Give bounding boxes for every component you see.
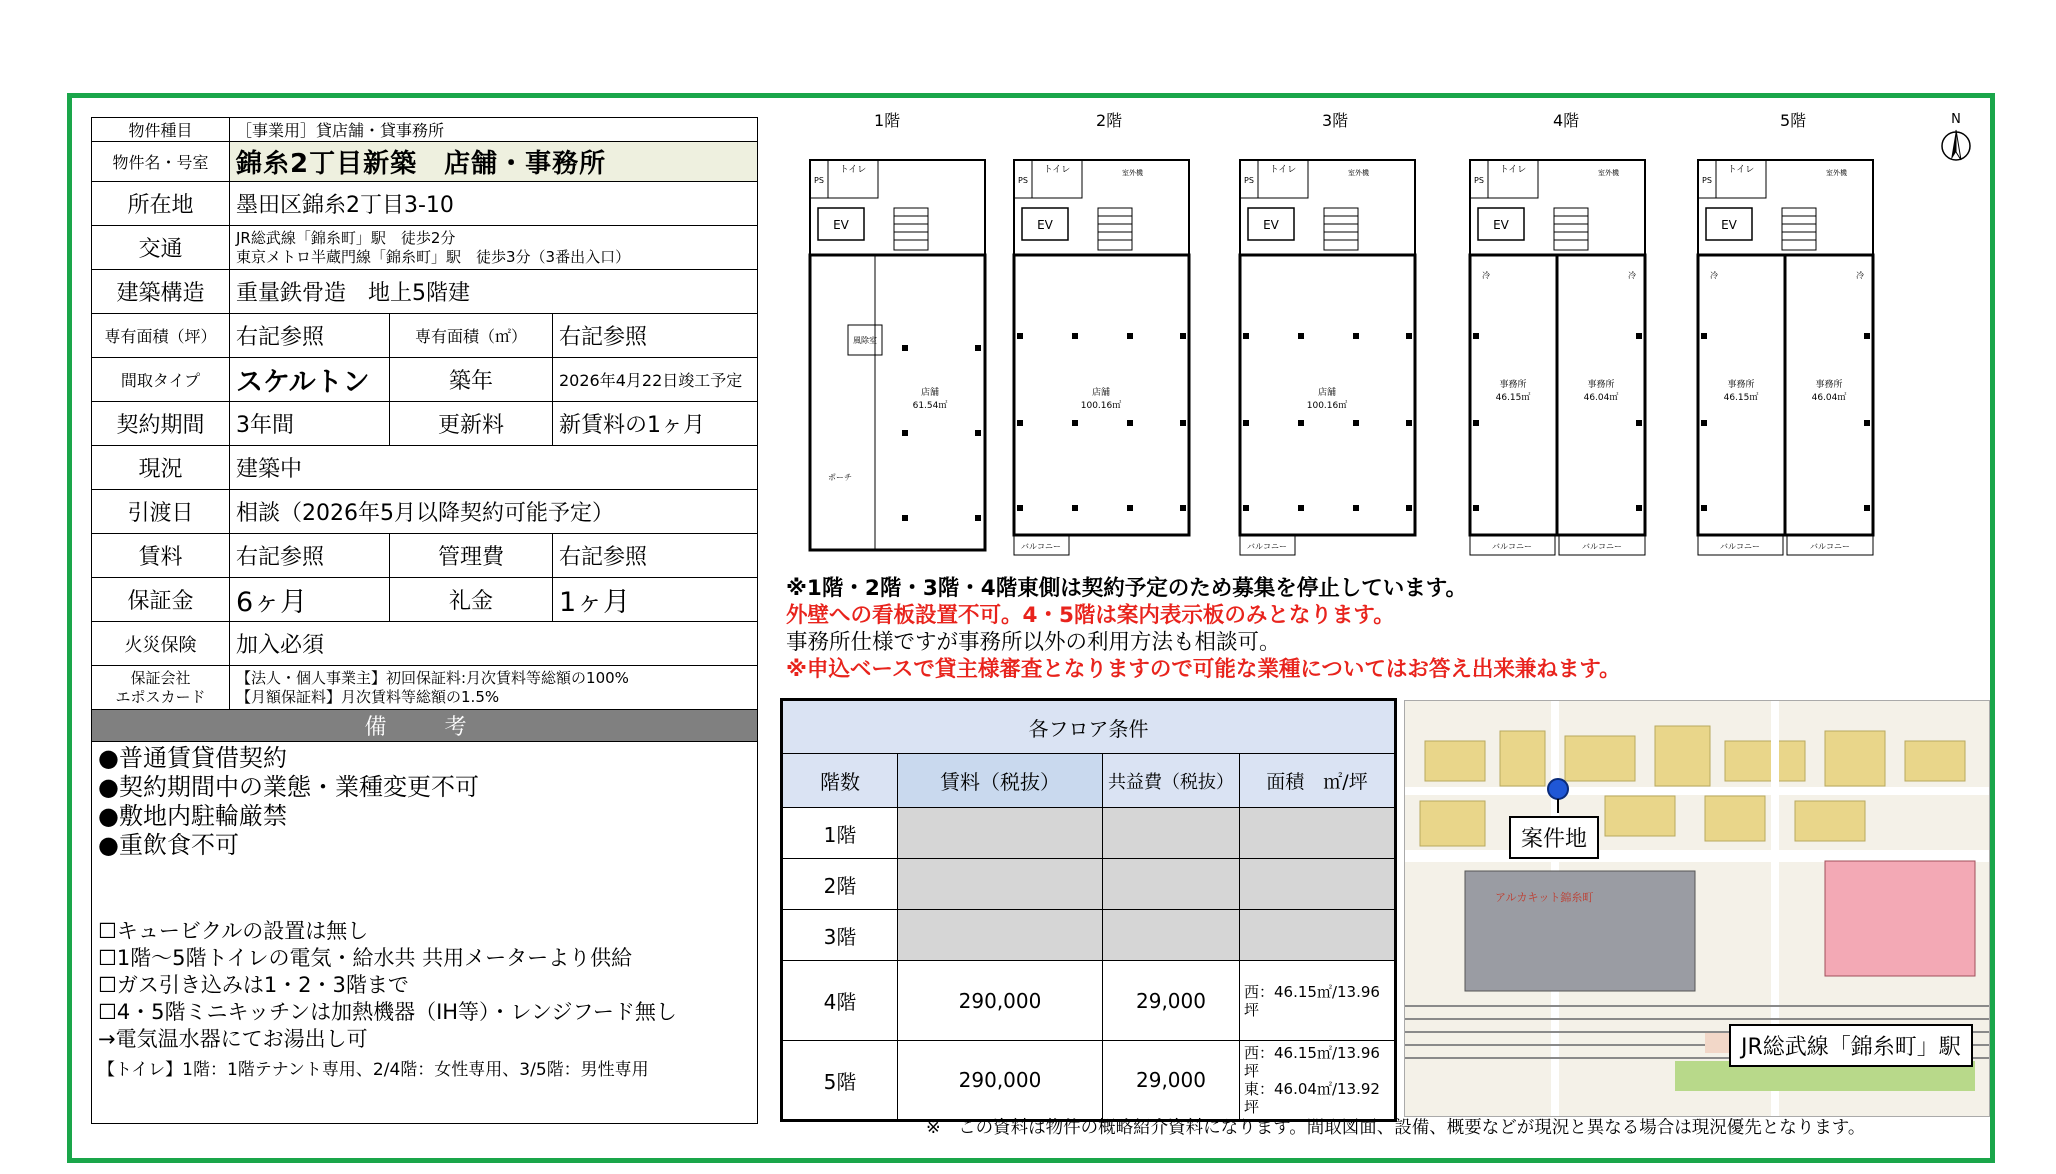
svg-text:アルカキット錦糸町: アルカキット錦糸町: [1495, 891, 1594, 904]
row-area: [1240, 1041, 1396, 1121]
access-line-1: JR総武線「錦糸町」駅 徒歩2分: [236, 228, 456, 247]
row-floor: 1階: [782, 808, 898, 859]
remarks-body: [92, 742, 758, 1124]
name-label: 物件名・号室: [92, 142, 230, 182]
toilet-label-2: トイレ: [1043, 165, 1071, 175]
header-rent: 賃料（税抜）: [898, 754, 1103, 808]
floor-plan-1: [790, 150, 990, 560]
row-area-west: 西：46.15㎡/13.96坪: [1244, 982, 1380, 1019]
remark-bullet-2: ●契約期間中の業態・業種変更不可: [98, 773, 479, 801]
row-rent: 290,000: [898, 1041, 1103, 1121]
announcement-4: ※申込ベースで貸主様審査となりますので可能な業種についてはお答え出来兼ねます。: [786, 657, 1621, 682]
floor-plan-2: [1012, 150, 1212, 560]
f2-room-label: 店舗: [1091, 388, 1111, 398]
floor-label-5: 5階: [1780, 111, 1807, 130]
type-value: ［事業用］貸店舗・貸事務所: [230, 118, 758, 142]
table-row: [782, 910, 1396, 961]
announcement-2: 外壁への看板設置不可。4・5階は案内表示板のみとなります。: [786, 603, 1395, 628]
porch-label: ポーチ: [828, 473, 852, 482]
header-floor: 階数: [782, 754, 898, 808]
deposit-value: 6ヶ月: [230, 578, 390, 622]
renewal-label: 更新料: [390, 402, 553, 446]
f1-area-label: 61.54㎡: [912, 401, 948, 411]
f3-room-label: 店舗: [1317, 388, 1337, 398]
announcements: [786, 575, 1621, 683]
mgmt-value: 右記参照: [553, 534, 758, 578]
handover-value: 相談（2026年5月以降契約可能予定）: [230, 490, 758, 534]
floor-plans: [790, 100, 1980, 560]
toilet-label-3: トイレ: [1269, 165, 1297, 175]
north-arrow-icon: [1938, 108, 1974, 168]
outdoor-label-4: 室外機: [1598, 169, 1619, 177]
remark-check-2: ☐1階～5階トイレの電気・給水共 共用メーターより供給: [98, 946, 633, 970]
ev-label-1: EV: [833, 218, 849, 232]
remark-bullet-3: ●敷地内駐輪厳禁: [98, 802, 287, 830]
table-row: [782, 859, 1396, 910]
floor-table-title: 各フロア条件: [782, 700, 1396, 754]
key-money-value: 1ヶ月: [553, 578, 758, 622]
row-rent: [898, 808, 1103, 859]
f4e-area-label: 46.04㎡: [1583, 393, 1619, 403]
f2-area-label: 100.16㎡: [1080, 401, 1122, 411]
ps-label-5: PS: [1702, 176, 1712, 185]
row-area-east: 東：46.04㎡/13.92坪: [1244, 1080, 1380, 1116]
f5w-room-label: 事務所: [1727, 380, 1755, 390]
site-callout: 案件地: [1509, 816, 1599, 859]
remark-check-4: ☐4・5階ミニキッチンは加熱機器（IH等）・レンジフード無し: [98, 1000, 677, 1024]
area-m2-label: 専有面積（㎡）: [390, 314, 553, 358]
area-m2-value: 右記参照: [553, 314, 758, 358]
toilet-label-5: トイレ: [1727, 165, 1755, 175]
area-tsubo-label: 専有面積（坪）: [92, 314, 230, 358]
row-common: [1103, 910, 1240, 961]
guarantor-label-line2: エポスカード: [115, 687, 206, 706]
guarantor-label-line1: 保証会社: [130, 668, 191, 687]
cold-label-4e: 冷: [1628, 271, 1636, 280]
row-floor: 3階: [782, 910, 898, 961]
row-common: 29,000: [1103, 1041, 1240, 1121]
ps-label-1: PS: [814, 176, 824, 185]
table-row: [782, 961, 1396, 1041]
row-floor: 2階: [782, 859, 898, 910]
row-rent: [898, 910, 1103, 961]
outdoor-label-5: 室外機: [1826, 169, 1847, 177]
rent-label: 賃料: [92, 534, 230, 578]
structure-value: 重量鉄骨造 地上5階建: [230, 270, 758, 314]
balcony-label-4e: バルコニー: [1582, 542, 1622, 551]
f5e-area-label: 46.04㎡: [1811, 393, 1847, 403]
announcement-3: 事務所仕様ですが事務所以外の利用方法も相談可。: [786, 630, 1281, 655]
wind-room-label: 風除室: [853, 336, 877, 345]
header-area: 面積 ㎡/坪: [1240, 754, 1396, 808]
row-rent: 290,000: [898, 961, 1103, 1041]
property-table: [91, 117, 758, 1124]
toilet-label-4: トイレ: [1499, 165, 1527, 175]
floor-conditions-table: [780, 698, 1397, 1122]
type-label: 物件種目: [92, 118, 230, 142]
row-area: [1240, 910, 1396, 961]
remark-check-3: ☐ガス引き込みは1・2・3階まで: [98, 973, 409, 997]
f1-room-label: 店舗: [920, 388, 940, 398]
station-callout: JR総武線「錦糸町」駅: [1729, 1024, 1973, 1067]
status-value: 建築中: [230, 446, 758, 490]
guarantor-value: [230, 666, 758, 710]
f4w-area-label: 46.15㎡: [1495, 393, 1531, 403]
cold-label-4w: 冷: [1482, 271, 1490, 280]
north-label: N: [1951, 112, 1961, 127]
remark-bullet-4: ●重飲食不可: [98, 831, 239, 859]
guarantor-line-2: 【月額保証料】月次賃料等総額の1.5%: [236, 687, 500, 706]
remark-bullet-1: ●普通賃貸借契約: [98, 744, 287, 772]
layout-label: 間取タイプ: [92, 358, 230, 402]
row-common: [1103, 859, 1240, 910]
f4w-room-label: 事務所: [1499, 380, 1527, 390]
row-floor: 5階: [782, 1041, 898, 1121]
guarantor-line-1: 【法人・個人事業主】初回保証料:月次賃料等総額の100%: [236, 668, 629, 687]
balcony-label-3: バルコニー: [1247, 542, 1287, 551]
name-value: 錦糸2丁目新築 店舗・事務所: [230, 142, 758, 182]
floor-plan-4: [1468, 150, 1668, 560]
access-label: 交通: [92, 226, 230, 270]
ev-label-2: EV: [1037, 218, 1053, 232]
row-floor: 4階: [782, 961, 898, 1041]
term-label: 契約期間: [92, 402, 230, 446]
guarantor-label: [92, 666, 230, 710]
key-money-label: 礼金: [390, 578, 553, 622]
row-common: [1103, 808, 1240, 859]
layout-value: スケルトン: [230, 358, 390, 402]
remark-check-1: ☐キュービクルの設置は無し: [98, 919, 369, 943]
deposit-label: 保証金: [92, 578, 230, 622]
ps-label-3: PS: [1244, 176, 1254, 185]
renewal-value: 新賃料の1ヶ月: [553, 402, 758, 446]
balcony-label-5w: バルコニー: [1720, 542, 1760, 551]
row-area: [1240, 859, 1396, 910]
insurance-value: 加入必須: [230, 622, 758, 666]
f3-area-label: 100.16㎡: [1306, 401, 1348, 411]
access-value: [230, 226, 758, 270]
remark-check-5: →電気温水器にてお湯出し可: [98, 1027, 368, 1051]
balcony-label-2: バルコニー: [1021, 542, 1061, 551]
row-area: [1240, 808, 1396, 859]
cold-label-5e: 冷: [1856, 271, 1864, 280]
floor-label-2: 2階: [1096, 111, 1123, 130]
address-label: 所在地: [92, 182, 230, 226]
remarks-heading: 備 考: [92, 710, 758, 742]
table-row: [782, 808, 1396, 859]
cold-label-5w: 冷: [1710, 271, 1718, 280]
status-label: 現況: [92, 446, 230, 490]
ev-label-4: EV: [1493, 218, 1509, 232]
area-tsubo-value: 右記参照: [230, 314, 390, 358]
ev-label-3: EV: [1263, 218, 1279, 232]
insurance-label: 火災保険: [92, 622, 230, 666]
floor-plan-3: [1238, 150, 1438, 560]
outdoor-label-3: 室外機: [1348, 169, 1369, 177]
row-common: 29,000: [1103, 961, 1240, 1041]
floor-label-4: 4階: [1553, 111, 1580, 130]
address-value: 墨田区錦糸2丁目3-10: [230, 182, 758, 226]
handover-label: 引渡日: [92, 490, 230, 534]
row-area: [1240, 961, 1396, 1041]
row-area-west: 西：46.15㎡/13.96坪: [1244, 1044, 1380, 1080]
floor-plan-5: [1696, 150, 1896, 560]
table-row: [782, 1041, 1396, 1121]
balcony-label-4w: バルコニー: [1492, 542, 1532, 551]
row-rent: [898, 859, 1103, 910]
footer-note: ※ この資料は物件の概略紹介資料になります。間取図面、設備、概要などが現況と異なる場合は現況優先となります。: [926, 1118, 1866, 1138]
built-value: 2026年4月22日竣工予定: [553, 358, 758, 402]
term-value: 3年間: [230, 402, 390, 446]
floor-label-1: 1階: [874, 111, 901, 130]
f5e-room-label: 事務所: [1815, 380, 1843, 390]
header-common-fee: 共益費（税抜）: [1103, 754, 1240, 808]
ps-label-2: PS: [1018, 176, 1028, 185]
location-map: [1404, 700, 1990, 1117]
mgmt-label: 管理費: [390, 534, 553, 578]
announcement-1: ※1階・2階・3階・4階東側は契約予定のため募集を停止しています。: [786, 576, 1468, 601]
balcony-label-5e: バルコニー: [1810, 542, 1850, 551]
outdoor-label-2: 室外機: [1122, 169, 1143, 177]
toilet-label-1: トイレ: [839, 165, 867, 175]
built-label: 築年: [390, 358, 553, 402]
ev-label-5: EV: [1721, 218, 1737, 232]
structure-label: 建築構造: [92, 270, 230, 314]
ps-label-4: PS: [1474, 176, 1484, 185]
access-line-2: 東京メトロ半蔵門線「錦糸町」駅 徒歩3分（3番出入口）: [236, 247, 631, 266]
f4e-room-label: 事務所: [1587, 380, 1615, 390]
toilet-note: 【トイレ】1階：1階テナント専用、2/4階：女性専用、3/5階：男性専用: [98, 1060, 649, 1080]
f5w-area-label: 46.15㎡: [1723, 393, 1759, 403]
rent-value: 右記参照: [230, 534, 390, 578]
floor-label-3: 3階: [1322, 111, 1349, 130]
